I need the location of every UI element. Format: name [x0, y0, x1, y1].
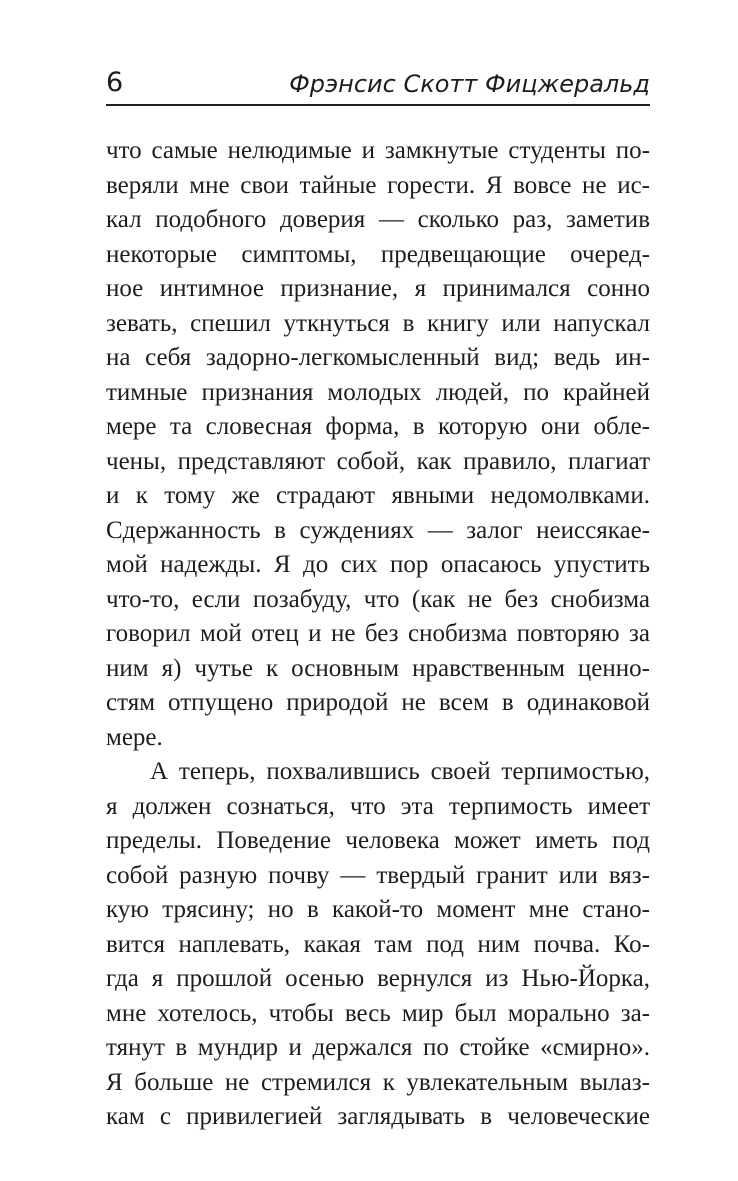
body-text: [106, 134, 650, 1135]
paragraph-end-line: мере.: [106, 723, 163, 751]
text-line: кал подобного доверия — сколько раз, заметив: [106, 206, 650, 233]
text-line: что самые нелюдимые и замкнутые студенты по-: [106, 137, 650, 164]
text-line: тянут в мундир и держался по стойке «смирно».: [106, 1034, 650, 1061]
text-line: кам с привилегией заглядывать в человеческие: [106, 1103, 650, 1130]
page-number: 6: [106, 67, 124, 98]
text-line: зевать, спешил уткнуться в книгу или напускал: [106, 309, 650, 337]
text-line: чены, представляют собой, как правило, плагиат: [106, 447, 650, 475]
text-line: некоторые симптомы, предвещающие очеред-: [106, 240, 650, 268]
text-line: тимные признания молодых людей, по крайней: [106, 378, 650, 406]
text-line: кую трясину; но в какой-то момент мне стано-: [106, 896, 650, 923]
text-line: я должен сознаться, что эта терпимость имеет: [106, 792, 650, 820]
running-header: [106, 60, 650, 106]
text-line: ним я) чутье к основным нравственным ценно-: [106, 654, 650, 682]
text-line: Я больше не стремился к увлекательным вылаз-: [106, 1068, 650, 1096]
text-line: мой надежды. Я до сих пор опасаюсь упустить: [106, 551, 650, 578]
text-line: мне хотелось, чтобы весь мир был морально за-: [106, 999, 650, 1027]
text-line: гда я прошлой осенью вернулся из Нью-Йорка,: [106, 965, 650, 992]
text-line: стям отпущено природой не всем в одинаковой: [106, 689, 650, 716]
text-line: мере та словесная форма, в которую они обле-: [106, 413, 650, 440]
text-line: на себя задорно-легкомысленный вид; ведь ин-: [106, 344, 650, 371]
text-line: собой разную почву — твердый гранит или вяз-: [106, 861, 650, 889]
text-line: и к тому же страдают явными недомолвками.: [106, 482, 650, 509]
text-line: говорил мой отец и не без снобизма повторяю за: [106, 620, 650, 647]
text-line: пределы. Поведение человека может иметь под: [106, 827, 650, 854]
text-line: ное интимное признание, я принимался сонно: [106, 275, 650, 302]
text-line: что-то, если позабуду, что (как не без снобизма: [106, 585, 650, 613]
text-line: вится наплевать, какая там под ним почва. Ко-: [106, 930, 650, 958]
paragraph-first-line: А теперь, похвалившись своей терпимостью,: [150, 758, 650, 785]
text-line: Сдержанность в суждениях — залог неиссякае-: [106, 516, 650, 544]
running-head-author: Фрэнсис Скотт Фицжеральд: [289, 70, 650, 98]
text-line: веряли мне свои тайные горести. Я вовсе не ис-: [106, 171, 650, 199]
header-rule: [106, 104, 650, 106]
